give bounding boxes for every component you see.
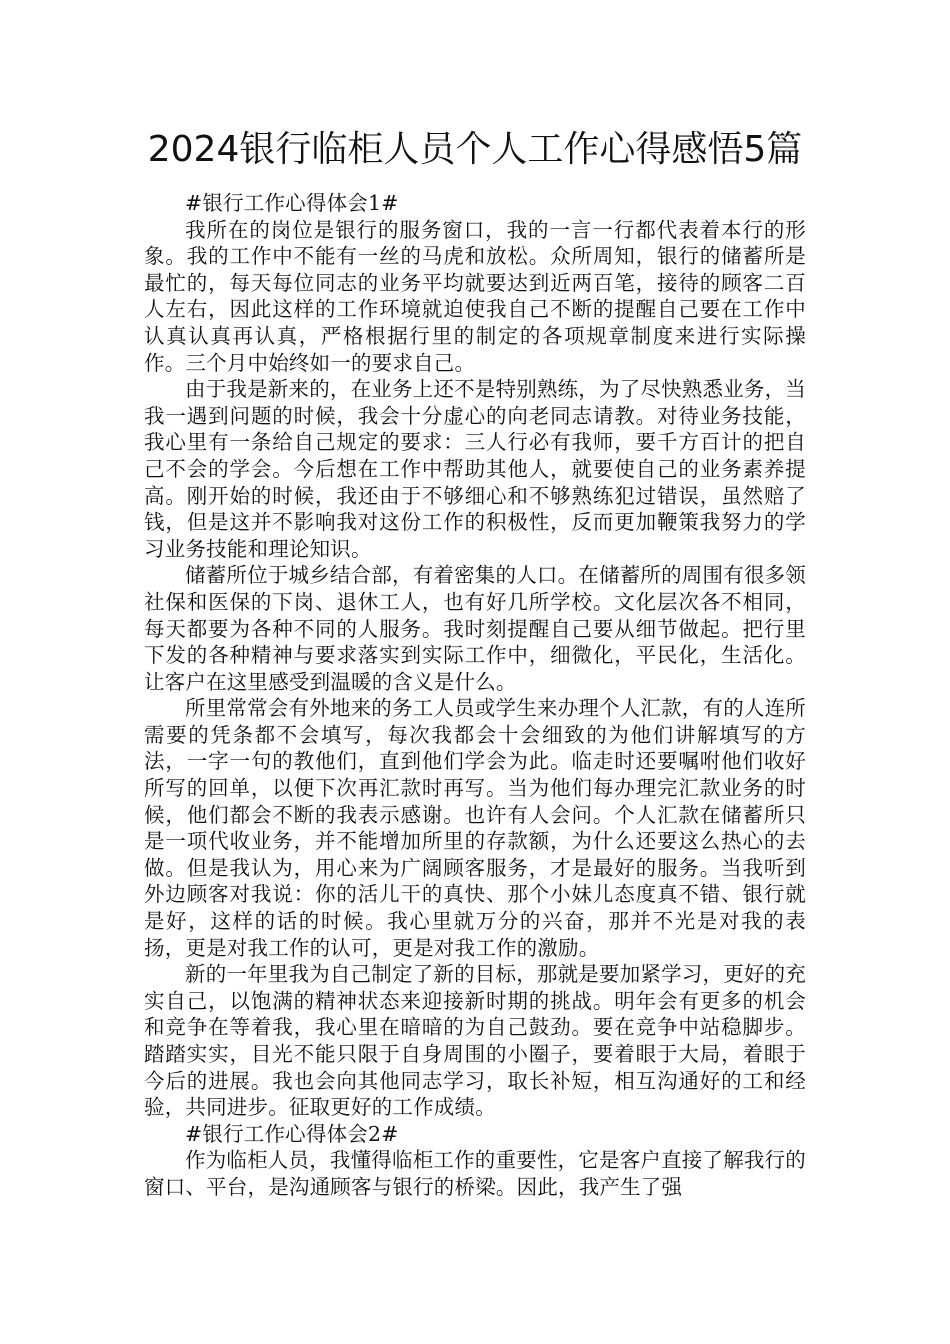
document-page [144,128,806,1201]
body-paragraph: 由于我是新来的，在业务上还不是特别熟练，为了尽快熟悉业务，当我一遇到问题的时候，我会十分虚心的向老同志请教。对待业务技能，我心里有一条给自己规定的要求：三人行必有我师，要千方百计的把自己不会的学会。今后想在工作中帮助其他人，就要使自己的业务素养提高。刚开始的时候，我还由于不够细心和不够熟练犯过错误，虽然赔了钱，但是这并不影响我对这份工作的积极性，反而更加鞭策我努力的学习业务技能和理论知识。 [144,377,806,561]
document-title: 2024银行临柜人员个人工作心得感悟5篇 [147,129,803,170]
body-paragraph: 储蓄所位于城乡结合部，有着密集的人口。在储蓄所的周围有很多领社保和医保的下岗、退休工人，也有好几所学校。文化层次各不相同，每天都要为各种不同的人服务。我时刻提醒自己要从细节做起。把行里下发的各种精神与要求落实到实际工作中，细微化，平民化，生活化。让客户在这里感受到温暖的含义是什么。 [144,563,806,694]
body-paragraph: 我所在的岗位是银行的服务窗口，我的一言一行都代表着本行的形象。我的工作中不能有一丝的马虎和放松。众所周知，银行的储蓄所是最忙的，每天每位同志的业务平均就要达到近两百笔，接待的顾客二百人左右，因此这样的工作环境就迫使我自己不断的提醒自己要在工作中认真认真再认真，严格根据行里的制定的各项规章制度来进行实际操作。三个月中始终如一的要求自己。 [144,217,806,375]
body-paragraph: 新的一年里我为自己制定了新的目标，那就是要加紧学习，更好的充实自己，以饱满的精神状态来迎接新时期的挑战。明年会有更多的机会和竞争在等着我，我心里在暗暗的为自己鼓劲。要在竞争中站稳脚步。踏踏实实，目光不能只限于自身周围的小圈子，要着眼于大局，着眼于今后的进展。我也会向其他同志学习，取长补短，相互沟通好的工和经验，共同进步。征取更好的工作成绩。 [144,962,806,1120]
body-paragraph: 作为临柜人员，我懂得临柜工作的重要性，它是客户直接了解我行的窗口、平台，是沟通顾客与银行的桥梁。因此，我产生了强 [144,1148,806,1199]
section-heading: #银行工作心得体会1# [185,191,399,215]
section-heading: #银行工作心得体会2# [185,1121,399,1146]
document-body [144,190,806,1201]
body-paragraph: 所里常常会有外地来的务工人员或学生来办理个人汇款，有的人连所需要的凭条都不会填写，每次我都会十会细致的为他们讲解填写的方法，一字一句的教他们，直到他们学会为此。临走时还要嘱咐他们收好所写的回单，以便下次再汇款时再写。当为他们每办理完汇款业务的时候，他们都会不断的我表示感谢。也许有人会问。个人汇款在储蓄所只是一项代收业务，并不能增加所里的存款额，为什么还要这么热心的去做。但是我认为，用心来为广阔顾客服务，才是最好的服务。当我听到外边顾客对我说：你的活儿干的真快、那个小妹儿态度真不错、银行就是好，这样的话的时候。我心里就万分的兴奋，那并不光是对我的表扬，更是对我工作的认可，更是对我工作的激励。 [144,696,806,960]
